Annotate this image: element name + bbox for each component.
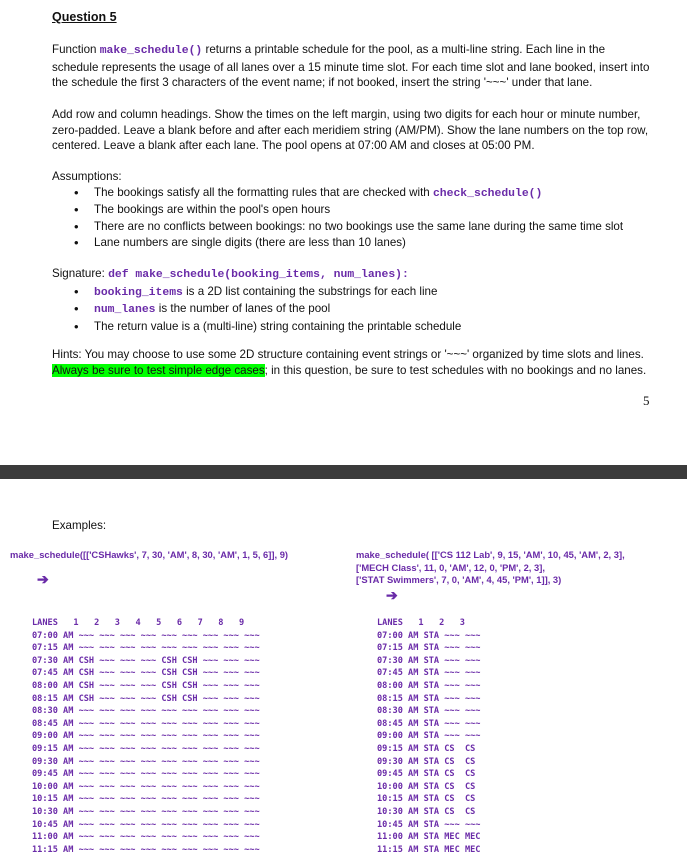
left-schedule-output — [32, 617, 260, 856]
hints-paragraph: Hints: You may choose to use some 2D structure containing event strings or '~~~' organized by time slots and lines. Always be sure to test simple edge cases; in this question, be sure to test schedules with no bookings and no lanes. — [52, 348, 647, 377]
schedule-row: 07:15 AM ~~~ ~~~ ~~~ ~~~ ~~~ ~~~ ~~~ ~~~ ~~~ — [32, 643, 260, 654]
schedule-row: 08:00 AM STA ~~~ ~~~ — [377, 680, 481, 691]
schedule-row: 11:15 AM STA MEC MEC — [377, 844, 481, 855]
schedule-row: 09:15 AM ~~~ ~~~ ~~~ ~~~ ~~~ ~~~ ~~~ ~~~ ~~~ — [32, 743, 260, 754]
document-page-1 — [0, 0, 687, 412]
schedule-row: 08:15 AM CSH ~~~ ~~~ ~~~ CSH CSH ~~~ ~~~ ~~~ — [32, 693, 260, 704]
schedule-row: 10:15 AM ~~~ ~~~ ~~~ ~~~ ~~~ ~~~ ~~~ ~~~ ~~~ — [32, 794, 260, 805]
page-number: 5 — [643, 393, 650, 408]
function-name-code: make_schedule() — [99, 45, 203, 57]
schedule-row: 10:45 AM ~~~ ~~~ ~~~ ~~~ ~~~ ~~~ ~~~ ~~~ ~~~ — [32, 819, 260, 830]
list-item: • The return value is a (multi-line) string containing the printable schedule — [94, 319, 652, 336]
signature-list — [52, 284, 652, 336]
schedule-row: 10:30 AM ~~~ ~~~ ~~~ ~~~ ~~~ ~~~ ~~~ ~~~ ~~~ — [32, 806, 260, 817]
right-arrow-icon: ➔ — [386, 587, 398, 603]
schedule-row: 09:00 AM STA ~~~ ~~~ — [377, 731, 481, 742]
schedule-row: 08:30 AM STA ~~~ ~~~ — [377, 706, 481, 717]
schedule-row: 07:45 AM CSH ~~~ ~~~ ~~~ CSH CSH ~~~ ~~~ ~~~ — [32, 668, 260, 679]
schedule-row: 08:15 AM STA ~~~ ~~~ — [377, 693, 481, 704]
right-schedule-output — [377, 617, 480, 856]
assumptions-list — [52, 185, 652, 252]
schedule-row: 09:30 AM STA CS CS — [377, 756, 476, 767]
schedule-row: 10:30 AM STA CS CS — [377, 806, 476, 817]
signature-section — [52, 266, 652, 335]
schedule-row: 09:15 AM STA CS CS — [377, 743, 476, 754]
schedule-header-row: LANES 1 2 3 — [377, 618, 465, 628]
schedule-header-row: LANES 1 2 3 4 5 6 7 8 9 — [32, 618, 245, 628]
list-item: • There are no conflicts between bookings: no two bookings use the same lane during the same time slot — [94, 219, 652, 236]
schedule-row: 09:45 AM ~~~ ~~~ ~~~ ~~~ ~~~ ~~~ ~~~ ~~~ ~~~ — [32, 769, 260, 780]
intro-paragraph-2: Add row and column headings. Show the times on the left margin, using two digits for each hour or minute number, zero-padded. Leave a blank before and after each meridiem string (AM/PM). Show the lane numbers on the top row, centered. Leave a blank after each lane. The pool opens at 07:00 AM and closes at 05:00 PM. — [52, 108, 649, 152]
signature-line: Signature: def make_schedule(booking_items, num_lanes): — [52, 267, 409, 281]
schedule-row: 07:45 AM STA ~~~ ~~~ — [377, 668, 481, 679]
list-item: • Lane numbers are single digits (there are less than 10 lanes) — [94, 235, 652, 252]
schedule-row: 11:00 AM ~~~ ~~~ ~~~ ~~~ ~~~ ~~~ ~~~ ~~~ ~~~ — [32, 832, 260, 843]
assumptions-label: Assumptions: — [52, 170, 122, 183]
schedule-row: 09:45 AM STA CS CS — [377, 769, 476, 780]
assumptions-section — [52, 169, 652, 252]
right-example-call: make_schedule( [['CS 112 Lab', 9, 15, 'AM', 10, 45, 'AM', 2, 3], ['MECH Class', 11, 0, 'AM', 12, 0, 'PM', 2, 3], ['STAT Swimmers', 7, 0, 'AM', 4, 45, 'PM', 1]], 3) — [356, 549, 625, 585]
list-item: • num_lanes is the number of lanes of the pool — [94, 301, 652, 319]
schedule-row: 07:30 AM STA ~~~ ~~~ — [377, 655, 481, 666]
list-item: • The bookings satisfy all the formatting rules that are checked with check_schedule() — [94, 185, 652, 203]
schedule-row: 10:00 AM STA CS CS — [377, 781, 476, 792]
left-example-call: make_schedule([['CSHawks', 7, 30, 'AM', 8, 30, 'AM', 1, 5, 6]], 9) — [10, 549, 289, 560]
list-item: • The bookings are within the pool's open hours — [94, 202, 652, 219]
signature-code: def make_schedule(booking_items, num_lanes): — [108, 269, 409, 281]
schedule-row: 07:30 AM CSH ~~~ ~~~ ~~~ CSH CSH ~~~ ~~~ ~~~ — [32, 655, 260, 666]
schedule-row: 07:00 AM ~~~ ~~~ ~~~ ~~~ ~~~ ~~~ ~~~ ~~~ ~~~ — [32, 630, 260, 641]
schedule-row: 10:45 AM STA ~~~ ~~~ — [377, 819, 481, 830]
page-divider — [0, 465, 687, 479]
intro-paragraph-1: Function make_schedule() returns a printable schedule for the pool, as a multi-line string. Each line in the schedule represents the usage of all lanes over a 15 minute time slot. For each time slot and lane booked, insert into the schedule the first 3 characters of the event name; if not booked, insert the string '~~~' under that lane. — [52, 43, 650, 89]
schedule-row: 09:30 AM ~~~ ~~~ ~~~ ~~~ ~~~ ~~~ ~~~ ~~~ ~~~ — [32, 756, 260, 767]
schedule-row: 08:45 AM ~~~ ~~~ ~~~ ~~~ ~~~ ~~~ ~~~ ~~~ ~~~ — [32, 718, 260, 729]
schedule-row: 11:00 AM STA MEC MEC — [377, 832, 481, 843]
schedule-row: 09:00 AM ~~~ ~~~ ~~~ ~~~ ~~~ ~~~ ~~~ ~~~ ~~~ — [32, 731, 260, 742]
schedule-row: 08:30 AM ~~~ ~~~ ~~~ ~~~ ~~~ ~~~ ~~~ ~~~ ~~~ — [32, 706, 260, 717]
right-arrow-icon: ➔ — [37, 571, 49, 587]
schedule-row: 11:15 AM ~~~ ~~~ ~~~ ~~~ ~~~ ~~~ ~~~ ~~~ ~~~ — [32, 844, 260, 855]
schedule-row: 07:15 AM STA ~~~ ~~~ — [377, 643, 481, 654]
schedule-row: 08:45 AM STA ~~~ ~~~ — [377, 718, 481, 729]
schedule-row: 10:15 AM STA CS CS — [377, 794, 476, 805]
schedule-row: 10:00 AM ~~~ ~~~ ~~~ ~~~ ~~~ ~~~ ~~~ ~~~ ~~~ — [32, 781, 260, 792]
schedule-row: 08:00 AM CSH ~~~ ~~~ ~~~ CSH CSH ~~~ ~~~ ~~~ — [32, 680, 260, 691]
list-item: • booking_items is a 2D list containing the substrings for each line — [94, 284, 652, 302]
examples-label: Examples: — [52, 519, 107, 532]
highlighted-hint: Always be sure to test simple edge cases — [52, 363, 265, 377]
question-title: Question 5 — [52, 10, 117, 24]
schedule-row: 07:00 AM STA ~~~ ~~~ — [377, 630, 481, 641]
